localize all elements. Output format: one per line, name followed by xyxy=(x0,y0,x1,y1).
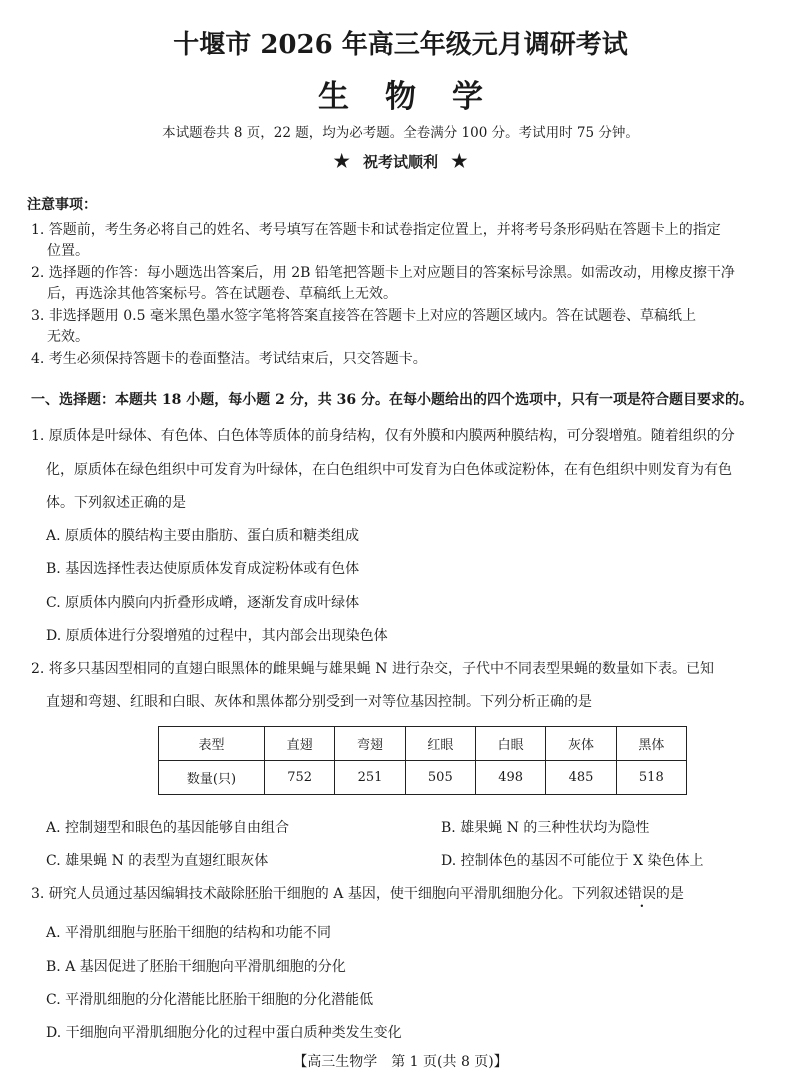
section-heading: 一、选择题：本题共 18 小题，每小题 2 分，共 36 分。在每小题给出的四个选项中，只有一项是符合题目要求的。 xyxy=(31,392,753,408)
question-3-stem xyxy=(31,883,684,903)
table-row xyxy=(159,761,687,795)
question-2-stem: 2. 将多只基因型相同的直翅白眼黑体的雌果蝇与雄果蝇 N 进行杂交，子代中不同表型果蝇的数量如下表。已知 xyxy=(31,661,714,677)
question-2-option-d: D. 控制体色的基因不可能位于 X 染色体上 xyxy=(441,853,704,869)
good-luck-banner xyxy=(0,151,801,172)
table-header-cell: 直翅 xyxy=(265,727,335,761)
question-1-stem: 1. 原质体是叶绿体、有色体、白色体等质体的前身结构，仅有外膜和内膜两种膜结构，可分裂增殖。随着组织的分 xyxy=(31,428,735,444)
question-3-option-d: D. 干细胞向平滑肌细胞分化的过程中蛋白质种类发生变化 xyxy=(46,1025,402,1041)
question-1-stem: 化，原质体在绿色组织中可发育为叶绿体，在白色组织中可发育为白色体或淀粉体，在有色组织中则发育为有色 xyxy=(46,462,732,478)
notice-item: 无效。 xyxy=(47,329,89,345)
table-cell: 752 xyxy=(265,761,335,795)
table-header-cell: 灰体 xyxy=(546,727,616,761)
notice-item: 1. 答题前，考生务必将自己的姓名、考号填写在答题卡和试卷指定位置上，并将考号条形码贴在答题卡上的指定 xyxy=(31,222,721,238)
page-footer: 【高三生物学 第 1 页(共 8 页)】 xyxy=(293,1054,508,1070)
question-1-option-a: A. 原质体的膜结构主要由脂肪、蛋白质和糖类组成 xyxy=(46,528,360,544)
question-1-option-c: C. 原质体内膜向内折叠形成嵴，逐渐发育成叶绿体 xyxy=(46,595,360,611)
question-1-option-b: B. 基因选择性表达使原质体发育成淀粉体或有色体 xyxy=(46,561,360,577)
table-header-cell: 白眼 xyxy=(475,727,545,761)
star-icon: ★ xyxy=(333,151,350,172)
question-3-option-c: C. 平滑肌细胞的分化潜能比胚胎干细胞的分化潜能低 xyxy=(46,992,374,1008)
question-3-option-a: A. 平滑肌细胞与胚胎干细胞的结构和功能不同 xyxy=(46,925,332,941)
star-icon: ★ xyxy=(451,151,468,172)
question-1-option-d: D. 原质体进行分裂增殖的过程中，其内部会出现染色体 xyxy=(46,628,388,644)
question-2-option-a: A. 控制翅型和眼色的基因能够自由组合 xyxy=(46,820,290,836)
notice-item: 位置。 xyxy=(47,243,89,259)
exam-title: 十堰市 2026 年高三年级元月调研考试 xyxy=(173,30,628,60)
question-2-stem: 直翅和弯翅、红眼和白眼、灰体和黑体都分别受到一对等位基因控制。下列分析正确的是 xyxy=(46,694,592,710)
table-cell: 498 xyxy=(475,761,545,795)
table-header-cell: 表型 xyxy=(159,727,265,761)
table-cell: 251 xyxy=(335,761,405,795)
table-cell: 485 xyxy=(546,761,616,795)
table-header-cell: 红眼 xyxy=(405,727,475,761)
notice-title: 注意事项： xyxy=(27,197,97,213)
notice-item: 2. 选择题的作答：每小题选出答案后，用 2B 铅笔把答题卡上对应题目的答案标号涂黑。如需改动，用橡皮擦干净 xyxy=(31,265,735,281)
question-1-stem: 体。下列叙述正确的是 xyxy=(46,495,186,511)
good-luck-text: 祝考试顺利 xyxy=(362,153,438,171)
table-header-cell: 弯翅 xyxy=(335,727,405,761)
exam-info: 本试题卷共 8 页，22 题，均为必考题。全卷满分 100 分。考试用时 75 分钟。 xyxy=(162,125,639,141)
question-2-option-b: B. 雄果蝇 N 的三种性状均为隐性 xyxy=(441,820,650,836)
question-3-stem-text: 3. 研究人员通过基因编辑技术敲除胚胎干细胞的 A 基因，使干细胞向平滑肌细胞分化。下列叙述 xyxy=(31,886,628,902)
emphasis-word: 错误 xyxy=(627,886,656,902)
table-header-cell: 黑体 xyxy=(616,727,686,761)
table-cell: 数量(只) xyxy=(159,761,265,795)
table-cell: 505 xyxy=(405,761,475,795)
table-header-row xyxy=(159,727,687,761)
notice-item: 后，再选涂其他答案标号。答在试题卷、草稿纸上无效。 xyxy=(47,286,397,302)
notice-item: 3. 非选择题用 0.5 毫米黑色墨水签字笔将答案直接答在答题卡上对应的答题区域内。答在试题卷、草稿纸上 xyxy=(31,308,696,324)
question-2-option-c: C. 雄果蝇 N 的表型为直翅红眼灰体 xyxy=(46,853,269,869)
question-3-option-b: B. A 基因促进了胚胎干细胞向平滑肌细胞的分化 xyxy=(46,959,346,975)
table-cell: 518 xyxy=(616,761,686,795)
question-3-stem-end: 的是 xyxy=(655,886,684,902)
notice-item: 4. 考生必须保持答题卡的卷面整洁。考试结束后，只交答题卡。 xyxy=(31,351,427,367)
subject-title: 生物学 xyxy=(318,79,519,115)
phenotype-table xyxy=(158,726,687,795)
